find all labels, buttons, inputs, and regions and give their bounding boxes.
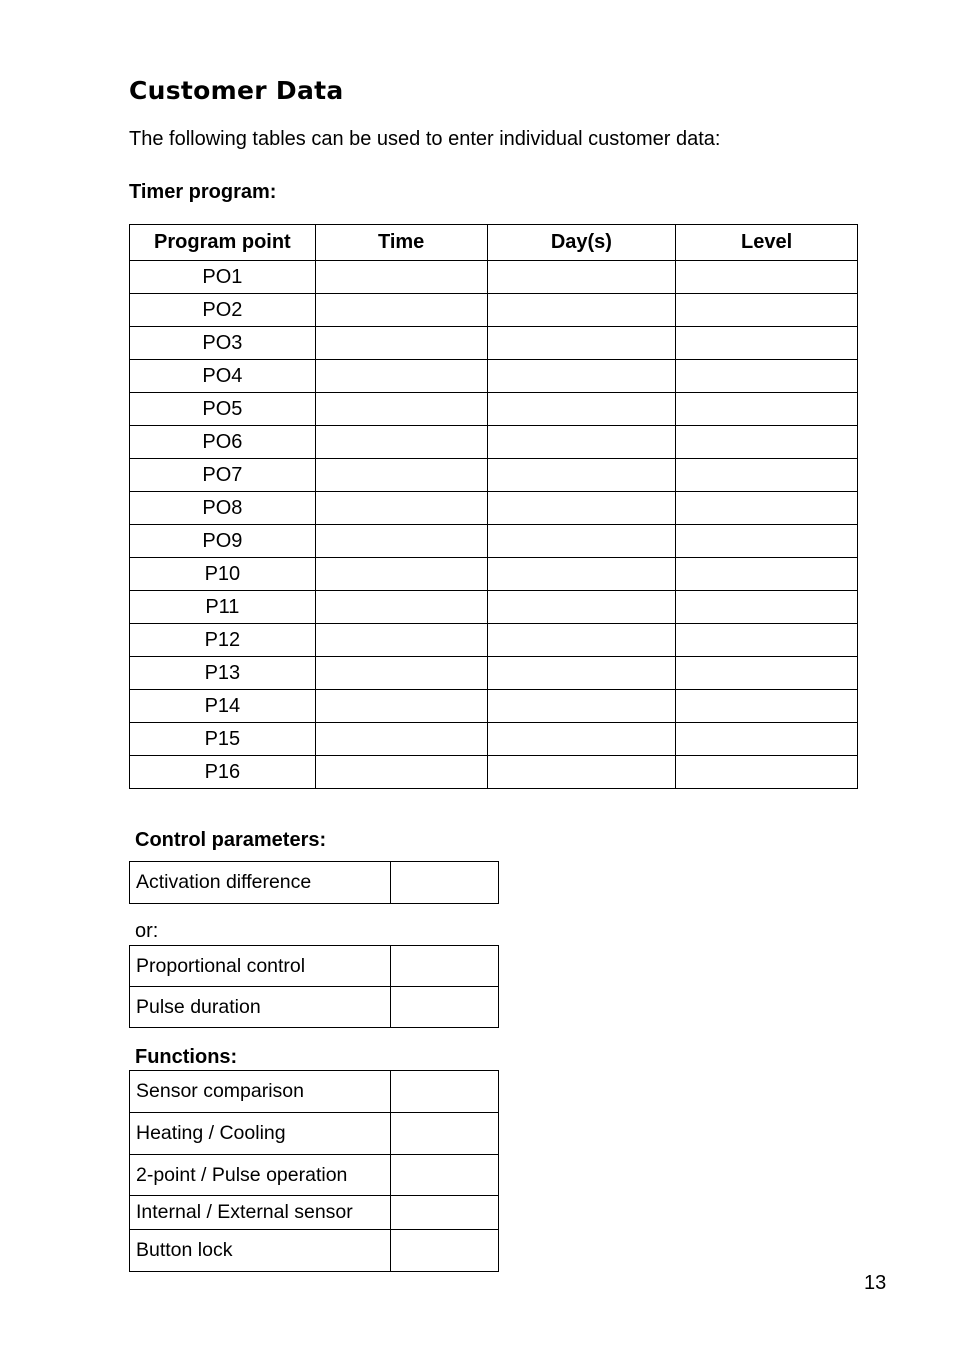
time-cell[interactable]: [315, 360, 487, 393]
time-cell[interactable]: [315, 657, 487, 690]
program-point-cell: P11: [130, 591, 316, 624]
time-cell[interactable]: [315, 426, 487, 459]
days-cell[interactable]: [487, 591, 676, 624]
program-point-cell: P16: [130, 756, 316, 789]
days-cell[interactable]: [487, 558, 676, 591]
level-cell[interactable]: [676, 525, 858, 558]
time-cell[interactable]: [315, 294, 487, 327]
time-cell[interactable]: [315, 558, 487, 591]
table-row: [130, 1113, 499, 1155]
days-cell[interactable]: [487, 690, 676, 723]
level-cell[interactable]: [676, 591, 858, 624]
control-parameters-label: Control parameters:: [135, 829, 327, 851]
function-label: Internal / External sensor: [130, 1196, 391, 1230]
time-cell[interactable]: [315, 690, 487, 723]
time-cell[interactable]: [315, 591, 487, 624]
program-point-cell: PO4: [130, 360, 316, 393]
table-row: [130, 393, 858, 426]
time-cell[interactable]: [315, 327, 487, 360]
table-row: [130, 1230, 499, 1272]
days-cell[interactable]: [487, 525, 676, 558]
column-header-level: Level: [676, 225, 858, 261]
table-row: [130, 261, 858, 294]
level-cell[interactable]: [676, 294, 858, 327]
page-title: Customer Data: [129, 76, 344, 105]
table-row: [130, 525, 858, 558]
function-label: Sensor comparison: [130, 1071, 391, 1113]
table-row: [130, 987, 499, 1028]
functions-table: [129, 1070, 499, 1272]
table-row: [130, 690, 858, 723]
program-point-cell: P15: [130, 723, 316, 756]
program-point-cell: P13: [130, 657, 316, 690]
function-label: 2-point / Pulse operation: [130, 1155, 391, 1196]
table-row: [130, 426, 858, 459]
table-header-row: [130, 225, 858, 261]
table-row: [130, 327, 858, 360]
table-row: [130, 756, 858, 789]
program-point-cell: PO7: [130, 459, 316, 492]
proportional-control-value-cell[interactable]: [391, 946, 499, 987]
level-cell[interactable]: [676, 723, 858, 756]
program-point-cell: P10: [130, 558, 316, 591]
days-cell[interactable]: [487, 459, 676, 492]
level-cell[interactable]: [676, 657, 858, 690]
days-cell[interactable]: [487, 261, 676, 294]
table-row: [130, 492, 858, 525]
column-header-program-point: Program point: [130, 225, 316, 261]
table-row: [130, 624, 858, 657]
time-cell[interactable]: [315, 624, 487, 657]
level-cell[interactable]: [676, 492, 858, 525]
function-label: Button lock: [130, 1230, 391, 1272]
level-cell[interactable]: [676, 261, 858, 294]
table-row: [130, 1196, 499, 1230]
program-point-cell: PO3: [130, 327, 316, 360]
table-row: [130, 1071, 499, 1113]
level-cell[interactable]: [676, 624, 858, 657]
program-point-cell: PO6: [130, 426, 316, 459]
time-cell[interactable]: [315, 393, 487, 426]
functions-label: Functions:: [135, 1046, 238, 1068]
proportional-control-label: Proportional control: [130, 946, 391, 987]
table-row: [130, 657, 858, 690]
days-cell[interactable]: [487, 426, 676, 459]
days-cell[interactable]: [487, 723, 676, 756]
days-cell[interactable]: [487, 492, 676, 525]
program-point-cell: PO9: [130, 525, 316, 558]
days-cell[interactable]: [487, 294, 676, 327]
page-number: 13: [864, 1272, 887, 1294]
level-cell[interactable]: [676, 459, 858, 492]
function-value-cell[interactable]: [391, 1071, 499, 1113]
pulse-duration-value-cell[interactable]: [391, 987, 499, 1028]
time-cell[interactable]: [315, 459, 487, 492]
intro-text: The following tables can be used to enter individual customer data:: [129, 128, 721, 150]
level-cell[interactable]: [676, 393, 858, 426]
function-value-cell[interactable]: [391, 1113, 499, 1155]
level-cell[interactable]: [676, 360, 858, 393]
table-row: [130, 459, 858, 492]
program-point-cell: PO2: [130, 294, 316, 327]
activation-difference-label: Activation difference: [130, 862, 391, 904]
time-cell[interactable]: [315, 492, 487, 525]
program-point-cell: PO5: [130, 393, 316, 426]
function-value-cell[interactable]: [391, 1196, 499, 1230]
program-point-cell: PO1: [130, 261, 316, 294]
time-cell[interactable]: [315, 261, 487, 294]
days-cell[interactable]: [487, 327, 676, 360]
time-cell[interactable]: [315, 525, 487, 558]
days-cell[interactable]: [487, 756, 676, 789]
level-cell[interactable]: [676, 327, 858, 360]
activation-difference-value-cell[interactable]: [391, 862, 499, 904]
days-cell[interactable]: [487, 393, 676, 426]
table-row: [130, 946, 499, 987]
column-header-days: Day(s): [487, 225, 676, 261]
column-header-time: Time: [315, 225, 487, 261]
proportional-table: [129, 945, 499, 1028]
level-cell[interactable]: [676, 426, 858, 459]
table-row: [130, 360, 858, 393]
table-row: [130, 558, 858, 591]
table-row: [130, 862, 499, 904]
time-cell[interactable]: [315, 723, 487, 756]
or-label: or:: [135, 920, 159, 942]
function-value-cell[interactable]: [391, 1230, 499, 1272]
level-cell[interactable]: [676, 690, 858, 723]
table-row: [130, 1155, 499, 1196]
days-cell[interactable]: [487, 657, 676, 690]
program-point-cell: PO8: [130, 492, 316, 525]
table-row: [130, 591, 858, 624]
function-label: Heating / Cooling: [130, 1113, 391, 1155]
activation-table: [129, 861, 499, 904]
timer-program-label: Timer program:: [129, 181, 277, 203]
program-point-cell: P14: [130, 690, 316, 723]
days-cell[interactable]: [487, 624, 676, 657]
pulse-duration-label: Pulse duration: [130, 987, 391, 1028]
level-cell[interactable]: [676, 756, 858, 789]
days-cell[interactable]: [487, 360, 676, 393]
table-row: [130, 723, 858, 756]
function-value-cell[interactable]: [391, 1155, 499, 1196]
table-row: [130, 294, 858, 327]
timer-program-table: [129, 224, 858, 789]
program-point-cell: P12: [130, 624, 316, 657]
time-cell[interactable]: [315, 756, 487, 789]
level-cell[interactable]: [676, 558, 858, 591]
